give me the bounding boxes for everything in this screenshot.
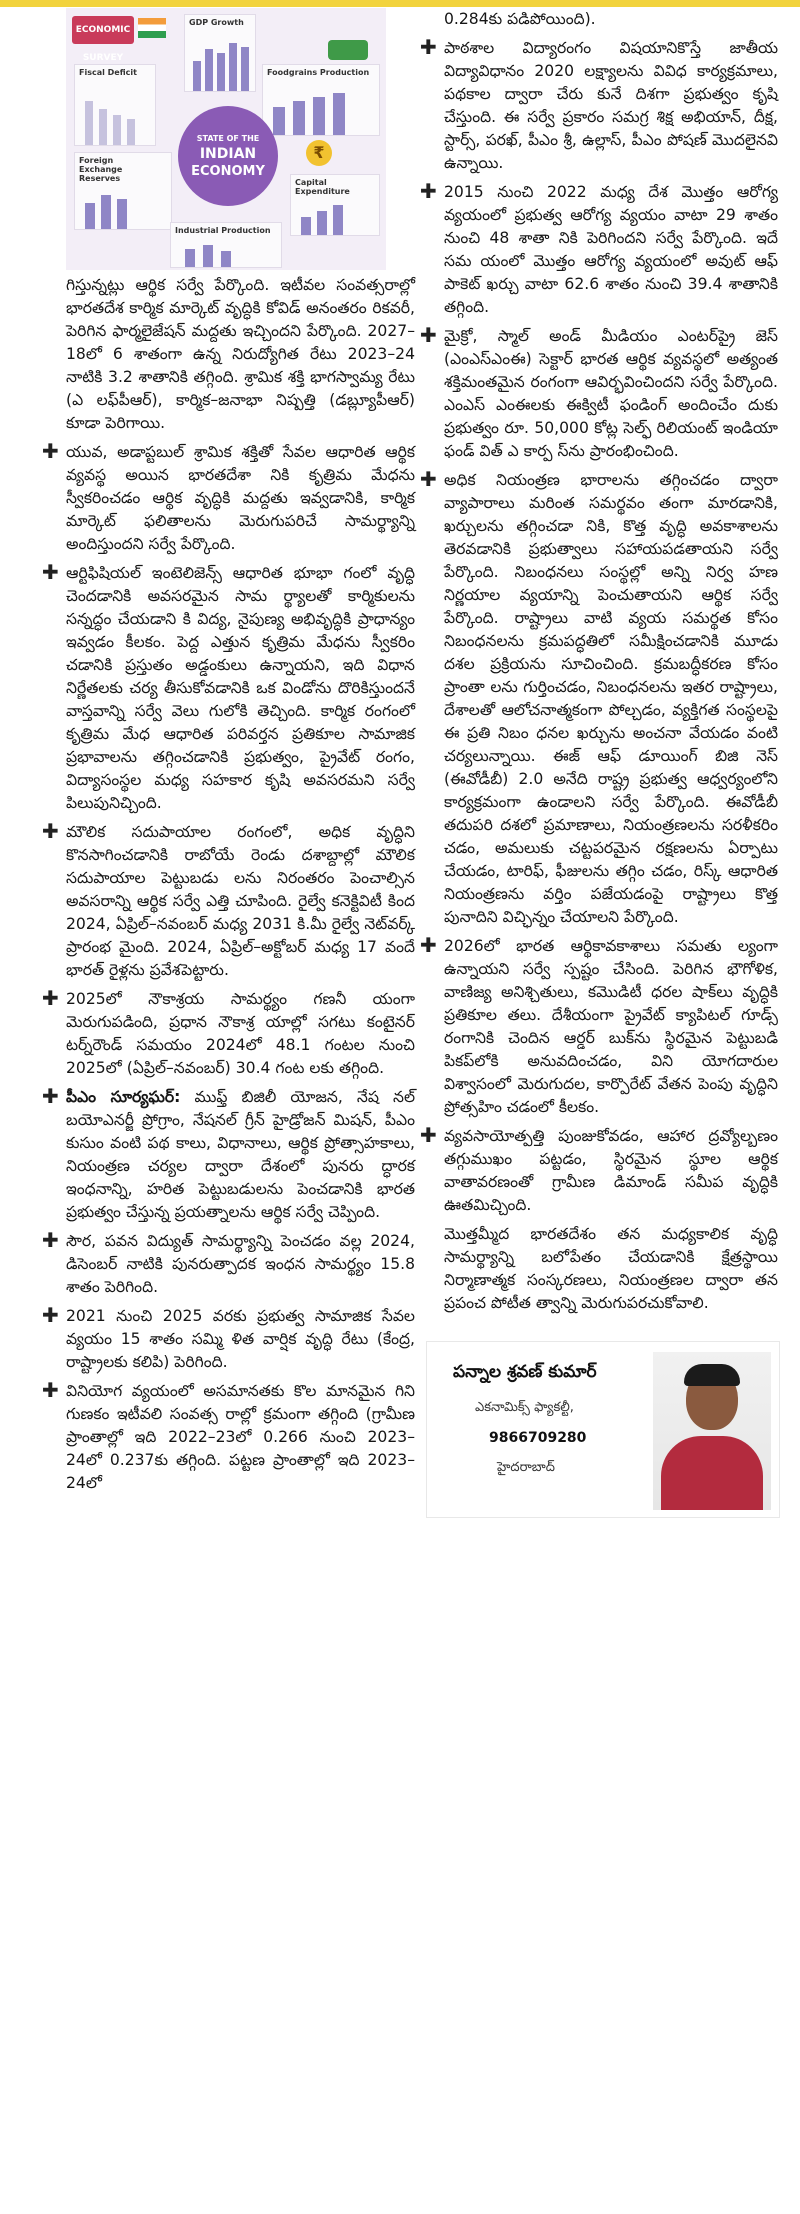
article-bullet-paragraph: ✚ వ్యవసాయోత్పత్తి పుంజుకోవడం, ఆహార ద్రవ్యోల్బణం తగ్గుముఖం పట్టడం, స్థిరమైన స్థూల ఆర్థిక వాతావరణంతో గ్రామీణ డిమాండ్ సమీప వృద్ధికి ఊతమిచ్చింది.	[420, 1123, 778, 1214]
india-flag-icon	[138, 18, 166, 38]
cross-bullet-icon: ✚	[420, 323, 437, 347]
foodgrains-panel: Foodgrains Production	[262, 64, 380, 136]
author-city: హైదరాబాద్	[497, 1460, 555, 1475]
cross-bullet-icon: ✚	[42, 1303, 59, 1327]
article-bullet-paragraph: ✚ యువ, అడాప్టబుల్ శ్రామిక శక్తితో సేవల ఆధారిత ఆర్థిక వ్యవస్థ అయిన భారతదేశా నికి కృత్రిమ మేధను స్వీకరించడం ఆర్థిక వృద్ధికి మద్దతు ఇవ్వడానికి, కార్మిక మార్కెట్ ఫలితాలను మెరుగుపరిచే సామర్థ్యాన్ని అందిస్తుందని సర్వే పేర్కొంది.	[42, 439, 415, 553]
article-bullet-paragraph: ✚ సౌర, పవన విద్యుత్ సామర్థ్యాన్ని పెంచడం వల్ల 2024, డిసెంబర్ నాటికి పునరుత్పాదక ఇంధన సామర్థ్యం 15.8 శాతం పెరిగింది.	[42, 1228, 415, 1296]
cross-bullet-icon: ✚	[42, 819, 59, 843]
gdp-panel: GDP Growth	[184, 14, 256, 92]
article-bullet-paragraph: ✚ 2025లో నౌకాశ్రయ సామర్థ్యం గణనీ యంగా మెరుగుపడింది, ప్రధాన నౌకాశ్ర యాల్లో సగటు కంటైనర్ టర్న్‌రౌండ్ సమయం 2024లో 48.1 గంటల నుంచి 2025లో (ఏప్రిల్–నవంబర్) 30.4 గంట లకు తగ్గింది.	[42, 986, 415, 1077]
cross-bullet-icon: ✚	[420, 467, 437, 491]
state-of-economy-circle: STATE OF THE INDIAN ECONOMY	[178, 106, 278, 206]
article-bullet-paragraph: ✚ 2015 నుంచి 2022 మధ్య దేశ మొత్తం ఆరోగ్య వ్యయంలో ప్రభుత్వ ఆరోగ్య వ్యయం వాటా 29 శాతం నుంచి 48 శాతా నికి పెరిగిందని సర్వే పేర్కొంది. ఇదే సమ యంలో మొత్తం ఆరోగ్య వ్యయంలో అవుట్ ఆఫ్ పాకెట్ ఖర్చు వాటా 62.6 శాతం నుంచి 39.4 శాతానికి తగ్గింది.	[420, 179, 778, 316]
economy-infographic	[66, 8, 386, 270]
cross-bullet-icon: ✚	[42, 439, 59, 463]
capital-expenditure-panel: Capital Expenditure	[290, 174, 380, 236]
industrial-production-panel: Industrial Production	[170, 222, 282, 268]
cross-bullet-icon: ✚	[42, 560, 59, 584]
right-column	[418, 8, 778, 1518]
article-bullet-paragraph: ✚ అధిక నియంత్రణ భారాలను తగ్గించడం ద్వారా వ్యాపారాలు మరింత సమర్థవం తంగా మారడానికి, ఖర్చులను తగ్గించడా నికి, కొత్త వృద్ధి అవకాశాలను తెరవడానికి ప్రభుత్వాలు సహాయపడతాయని సర్వే పేర్కొంది. నిబంధనలు సంస్థల్లో అన్ని నిర్వ హణ నిర్ణయాల వ్యయాన్ని పెంచుతాయని ఆర్థిక సర్వే పేర్కొంది. రాష్ట్రాలు వాటి వ్యయ సమర్థత కోసం నిబంధనలను క్రమపద్ధతిలో సమీక్షించడానికి మూడు దశల ప్రక్రియను సూచించింది. క్రమబద్ధీకరణ కోసం ప్రాంతా లను గుర్తించడం, నిబంధనలను ఇతర రాష్ట్రాలు, దేశాలతో ఆలోచనాత్మకంగా పోల్చడం, వ్యక్తిగత సంస్థలపై ఈ ప్రతి నిబం ధనల ఖర్చును అంచనా వేయడం వంటి చర్యలున్నాయి. ఈజ్ ఆఫ్ డూయింగ్ బిజి నెస్ (ఈవోడీబీ) 2.0 అనేది రాష్ట్ర ప్రభుత్వ ఆధ్వర్యంలోని కార్యక్రమంగా ఉండాలని సర్వే పేర్కొంది. ఈవోడీబీ తదుపరి దశలో ప్రమాణాలు, నియంత్రణలను సరళీకరిం చడం, అమలుకు చట్టపరమైన రక్షణలను ఏర్పాటు చేయడం, టారిఫ్, ఫీజులను తగ్గిం చడం, రిస్క్ ఆధారిత నియంత్రణను వర్తిం పజేయడంపై రాష్ట్రాలు కొత్త పునాదిని విచ్ఛిన్నం చేయాలని పేర్కొంది.	[420, 467, 778, 926]
survey-badge: ECONOMIC SURVEY	[72, 16, 134, 44]
article-bullet-paragraph: ✚ మౌలిక సదుపాయాల రంగంలో, అధిక వృద్ధిని కొనసాగించడానికి రాబోయే రెండు దశాబ్దాల్లో మౌలిక సదుపాయాల పెట్టుబడు లను నిరంతరం పెంచాల్సిన అవసరాన్ని ఆర్థిక సర్వే ఎత్తి చూపింది. రైల్వే కనెక్టివిటీ కింద 2024, ఏప్రిల్–నవంబర్ మధ్య 2031 కి.మీ రైల్వే నెట్‌వర్క్ ప్రారంభ మైంది. 2024, ఏప్రిల్–అక్టోబర్ మధ్య 17 వందే భారత్ రైళ్లను ప్రవేశపెట్టారు.	[42, 819, 415, 979]
fiscal-deficit-panel: Fiscal Deficit	[74, 64, 156, 146]
article-bullet-paragraph: ✚ 2026లో భారత ఆర్థికావకాశాలు సమతు ల్యంగా ఉన్నాయని సర్వే స్పష్టం చేసింది. పెరిగిన భౌగోళిక, వాణిజ్య అనిశ్చితులు, కమొడిటీ ధరల షాక్‌లు వృద్ధికి ప్రతికూల తలు. దేశీయంగా ప్రైవేట్ క్యాపిటల్ గూడ్స్ రంగానికి చెందిన ఆర్డర్ బుక్‌ను స్థిరమైన పెట్టుబడి పికప్‌లోకి అనువదించడం, విని యోగదారుల విశ్వాసంలో మెరుగుదల, కార్పొరేట్ వేతన పెంపు వృద్ధిని ప్రోత్సహిం చడంలో కీలకం.	[420, 933, 778, 1116]
article-paragraph: 0.284కు పడిపోయింది).	[444, 10, 596, 28]
author-name: పన్నాల శ్రవణ్ కుమార్	[453, 1362, 597, 1382]
forex-panel: Foreign Exchange Reserves	[74, 152, 172, 230]
cross-bullet-icon: ✚	[420, 1123, 437, 1147]
article-closing-paragraph: మొత్తమ్మీద భారతదేశం తన మధ్యకాలిక వృద్ధి సామర్థ్యాన్ని బలోపేతం చేయడానికి క్షేత్రస్థాయి నిర్మాణాత్మక సంస్కరణలు, నియంత్రణల ద్వారా తన ప్రపంచ పోటీత త్వాన్ని మెరుగుపరచుకోవాలి.	[444, 1225, 778, 1312]
tractor-icon	[328, 40, 368, 60]
article-bullet-paragraph: ✚ మైక్రో, స్మాల్ అండ్ మీడియం ఎంటర్‌ప్రై జెస్ (ఎంఎస్ఎంఈ) సెక్టార్ భారత ఆర్థిక వ్యవస్థలో అత్యంత శక్తిమంతమైన రంగంగా ఆవిర్భవించిందని సర్వే పేర్కొంది. ఎంఎస్ ఎంఈలకు ఈక్విటీ ఫండింగ్ అందించేం దుకు ప్రభుత్వం రూ. 50,000 కోట్ల సెల్ఫ్ రిలియంట్ ఇండియా ఫండ్ విత్ ఎ కార్ప స్‌ను ప్రారంభించింది.	[420, 323, 778, 460]
article-bullet-paragraph: ✚ ఆర్టిఫిషియల్ ఇంటెలిజెన్స్ ఆధారిత భూభా గంలో వృద్ధి చెందడానికి అవసరమైన సామ ర్థ్యాలతో కార్మికులను సన్నద్ధం చేయడాని కి విద్య, నైపుణ్య అభివృద్ధికి ప్రాధాన్యం ఇవ్వడం కీలకం. పెద్ద ఎత్తున కృత్రిమ మేధను స్వీకరిం చడానికి ప్రస్తుతం అడ్డంకులు ఉన్నాయని, ఇది విధాన నిర్ణేతలకు చర్య తీసుకోవడానికి ఒక విండోను దొరికిస్తుందనే వాస్తవాన్ని సర్వే వెలు గులోకి తెచ్చింది. కార్మిక రంగంలో కృత్రిమ మేధ ఆధారిత పరివర్తన ప్రతికూల సామాజిక ప్రభావాలను తగ్గించడానికి ప్రభుత్వం, ప్రైవేట్ రంగం, విద్యాసంస్థల మధ్య సహకార కృషి అవసరమని సర్వే పిలుపునిచ్చింది.	[42, 560, 415, 812]
left-column	[40, 8, 415, 1501]
author-role: ఎకనామిక్స్ ఫ్యాకల్టీ,	[475, 1400, 574, 1415]
article-bullet-paragraph: ✚ వినియోగ వ్యయంలో అసమానతకు కొల మానమైన గిని గుణకం ఇటీవలి సంవత్స రాల్లో క్రమంగా తగ్గింది (గ్రామీణ ప్రాంతాల్లో ఇది 2022–23లో 0.266 నుంచి 2023–24లో 0.237కు తగ్గింది. పట్టణ ప్రాంతాల్లో ఇది 2023–24లో	[42, 1378, 415, 1492]
cross-bullet-icon: ✚	[42, 986, 59, 1010]
cross-bullet-icon: ✚	[420, 35, 437, 59]
rupee-icon: ₹	[306, 140, 332, 166]
cross-bullet-icon: ✚	[42, 1084, 59, 1108]
author-phone: 9866709280	[489, 1430, 587, 1446]
author-byline	[426, 1341, 780, 1518]
author-photo	[653, 1352, 771, 1510]
article-paragraph: గిస్తున్నట్లు ఆర్థిక సర్వే పేర్కొంది. ఇటీవల సంవత్సరాల్లో భారతదేశ కార్మిక మార్కెట్ వృద్ధికి కోవిడ్ అనంతరం రికవరీ, పెరిగిన ఫార్మలైజేషన్ మద్దతు ఇచ్చిందని పేర్కొంది. 2027–18లో 6 శాతంగా ఉన్న నిరుద్యోగిత రేటు 2023–24 నాటికి 3.2 శాతానికి తగ్గింది. శ్రామిక శక్తి భాగస్వామ్య రేటు (ఎ లఫ్‌పీఆర్), కార్మిక–జనాభా నిష్పత్తి (డబ్ల్యూపీఆర్) కూడా పెరిగాయి.	[66, 276, 415, 432]
cross-bullet-icon: ✚	[420, 933, 437, 957]
cross-bullet-icon: ✚	[42, 1378, 59, 1402]
article-bullet-paragraph: ✚ 2021 నుంచి 2025 వరకు ప్రభుత్వ సామాజిక సేవల వ్యయం 15 శాతం సమ్మి ళిత వార్షిక వృద్ధి రేటు (కేంద్ర, రాష్ట్రాలకు కలిపి) పెరిగింది.	[42, 1303, 415, 1371]
cross-bullet-icon: ✚	[420, 179, 437, 203]
article-bullet-paragraph: ✚ పాఠశాల విద్యారంగం విషయానికొస్తే జాతీయ విద్యావిధానం 2020 లక్ష్యాలను వివిధ కార్యక్రమాలు, పథకాల ద్వారా చేరు కునే దిశగా ప్రభుత్వం కృషి చేస్తుంది. ఈ సర్వే ప్రకారం సమగ్ర శిక్ష అభియాన్, దీక్ష, స్టార్స్, పరఖ్, పీఎం శ్రీ, ఉల్లాస్, పీఎం పోషణ్ మొదలైనవి ఉన్నాయి.	[420, 35, 778, 172]
cross-bullet-icon: ✚	[42, 1228, 59, 1252]
article-bullet-paragraph: ✚ పీఎం సూర్యఘర్: ముఫ్త్ బిజిలీ యోజన, నేష నల్ బయోఎనర్జీ ప్రోగ్రాం, నేషనల్ గ్రీన్ హైడ్రోజన్ మిషన్, పీఎం కుసుం వంటి పథ కాలు, విధానాలు, ఆర్థిక ప్రోత్సాహకాలు, నియంత్రణ చర్యల ద్వారా దేశంలో పునరు ద్ధారక ఇంధనాన్ని, హరిత పెట్టుబడులను పెంచడానికి భారత ప్రభుత్వం చేస్తున్న ప్రయత్నాలను ఆర్థిక సర్వే చెప్పింది.	[42, 1084, 416, 1221]
top-accent-bar	[0, 0, 800, 7]
